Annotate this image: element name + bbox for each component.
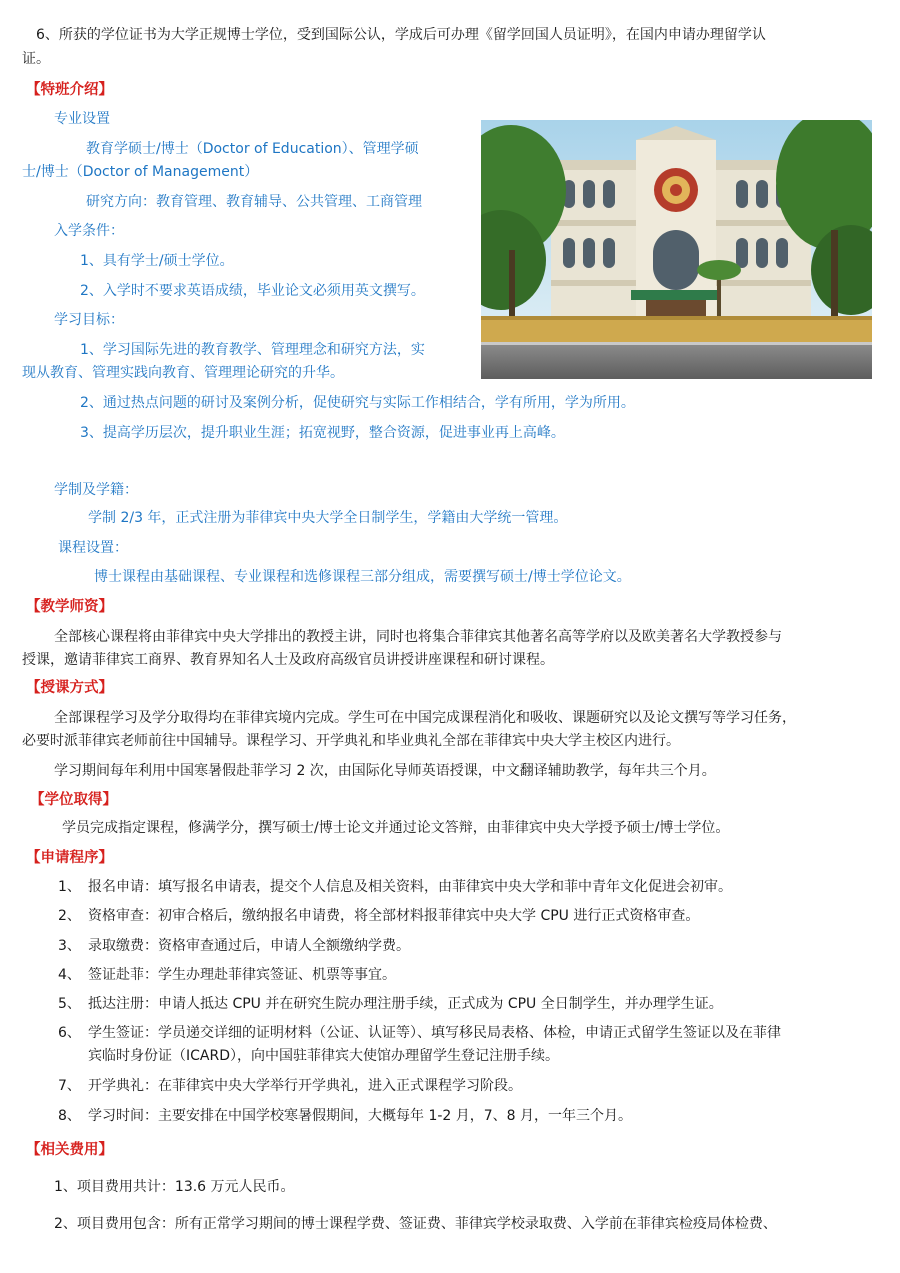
teaching-line-3: 学习期间每年利用中国寒暑假赴菲学习 2 次，由国际化导师英语授课，中文翻译辅助教学，每年共三个月。 <box>54 763 716 779</box>
procedure-step-5-num: 5、 <box>58 996 81 1012</box>
goal-1b: 现从教育、管理实践向教育、管理理论研究的升华。 <box>22 365 344 381</box>
major-text-1: 教育学硕士/博士（Doctor of Education）、管理学硕 <box>86 141 419 157</box>
teaching-line-2: 必要时派菲律宾老师前往中国辅导。课程学习、开学典礼和毕业典礼全部在菲律宾中央大学主校区内进行。 <box>22 733 680 749</box>
procedure-heading: 【申请程序】 <box>26 850 113 866</box>
procedure-step-1-num: 1、 <box>58 879 81 895</box>
degree-heading: 【学位取得】 <box>30 792 117 808</box>
procedure-step-4-num: 4、 <box>58 967 81 983</box>
fees-heading: 【相关费用】 <box>26 1142 113 1158</box>
procedure-step-6-num: 6、 <box>58 1025 81 1041</box>
faculty-line-2: 授课，邀请菲律宾工商界、教育界知名人士及政府高级官员讲授讲座课程和研讨课程。 <box>22 652 554 668</box>
campus-building-photo <box>481 120 872 379</box>
system-label: 学制及学籍： <box>54 482 138 498</box>
procedure-step-3: 录取缴费：资格审查通过后，申请人全额缴纳学费。 <box>88 938 410 954</box>
procedure-step-8-num: 8、 <box>58 1108 81 1124</box>
procedure-step-4: 签证赴菲：学生办理赴菲律宾签证、机票等事宜。 <box>88 967 396 983</box>
procedure-step-7: 开学典礼：在菲律宾中央大学举行开学典礼，进入正式课程学习阶段。 <box>88 1078 522 1094</box>
admission-label: 入学条件： <box>54 223 124 239</box>
procedure-step-3-num: 3、 <box>58 938 81 954</box>
admission-item-1: 1、具有学士/硕士学位。 <box>80 253 234 269</box>
goal-3: 3、提高学历层次，提升职业生涯；拓宽视野，整合资源，促进事业再上高峰。 <box>80 425 565 441</box>
fees-line-1: 1、项目费用共计：13.6 万元人民币。 <box>54 1179 295 1195</box>
system-text: 学制 2/3 年，正式注册为菲律宾中央大学全日制学生，学籍由大学统一管理。 <box>88 510 568 526</box>
procedure-step-1: 报名申请：填写报名申请表，提交个人信息及相关资料，由菲律宾中央大学和菲中青年文化促进会初审。 <box>88 879 732 895</box>
intro-line-2: 证。 <box>22 51 50 67</box>
goals-label: 学习目标： <box>54 312 124 328</box>
fees-line-2: 2、项目费用包含：所有正常学习期间的博士课程学费、签证费、菲律宾学校录取费、入学前在菲律宾检疫局体检费、 <box>54 1216 777 1232</box>
procedure-step-6: 学生签证：学员递交详细的证明材料（公证、认证等）、填写移民局表格、体检，申请正式留学生签证以及在菲律 <box>88 1025 781 1041</box>
faculty-line-1: 全部核心课程将由菲律宾中央大学排出的教授主讲，同时也将集合菲律宾其他著名高等学府以及欧美著名大学教授参与 <box>54 629 782 645</box>
procedure-step-8: 学习时间：主要安排在中国学校寒暑假期间，大概每年 1-2 月，7、8 月，一年三个月。 <box>88 1108 633 1124</box>
procedure-step-6-cont: 宾临时身份证（ICARD），向中国驻菲律宾大使馆办理留学生登记注册手续。 <box>88 1048 559 1064</box>
teaching-heading: 【授课方式】 <box>26 680 113 696</box>
intro-line-1: 6、所获的学位证书为大学正规博士学位，受到国际公认，学成后可办理《留学回国人员证明》，在国内申请办理留学认 <box>36 27 766 43</box>
major-label: 专业设置 <box>54 111 110 127</box>
procedure-step-2: 资格审查：初审合格后，缴纳报名申请费，将全部材料报菲律宾中央大学 CPU 进行正式资格审查。 <box>88 908 700 924</box>
procedure-step-7-num: 7、 <box>58 1078 81 1094</box>
degree-text: 学员完成指定课程，修满学分，撰写硕士/博士论文并通过论文答辩，由菲律宾中央大学授予硕士/博士学位。 <box>62 820 730 836</box>
research-direction: 研究方向：教育管理、教育辅导、公共管理、工商管理 <box>86 194 422 210</box>
course-text: 博士课程由基础课程、专业课程和选修课程三部分组成，需要撰写硕士/博士学位论文。 <box>94 569 631 585</box>
procedure-step-2-num: 2、 <box>58 908 81 924</box>
goal-1a: 1、学习国际先进的教育教学、管理理念和研究方法，实 <box>80 342 425 358</box>
special-class-heading: 【特班介绍】 <box>26 82 113 98</box>
major-text-2: 士/博士（Doctor of Management） <box>22 164 259 180</box>
procedure-step-5: 抵达注册：申请人抵达 CPU 并在研究生院办理注册手续，正式成为 CPU 全日制学生，并办理学生证。 <box>88 996 723 1012</box>
faculty-heading: 【教学师资】 <box>26 599 113 615</box>
course-label: 课程设置： <box>58 540 128 556</box>
admission-item-2: 2、入学时不要求英语成绩，毕业论文必须用英文撰写。 <box>80 283 425 299</box>
goal-2: 2、通过热点问题的研讨及案例分析，促使研究与实际工作相结合，学有所用，学为所用。 <box>80 395 635 411</box>
teaching-line-1: 全部课程学习及学分取得均在菲律宾境内完成。学生可在中国完成课程消化和吸收、课题研究以及论文撰写等学习任务， <box>54 710 796 726</box>
